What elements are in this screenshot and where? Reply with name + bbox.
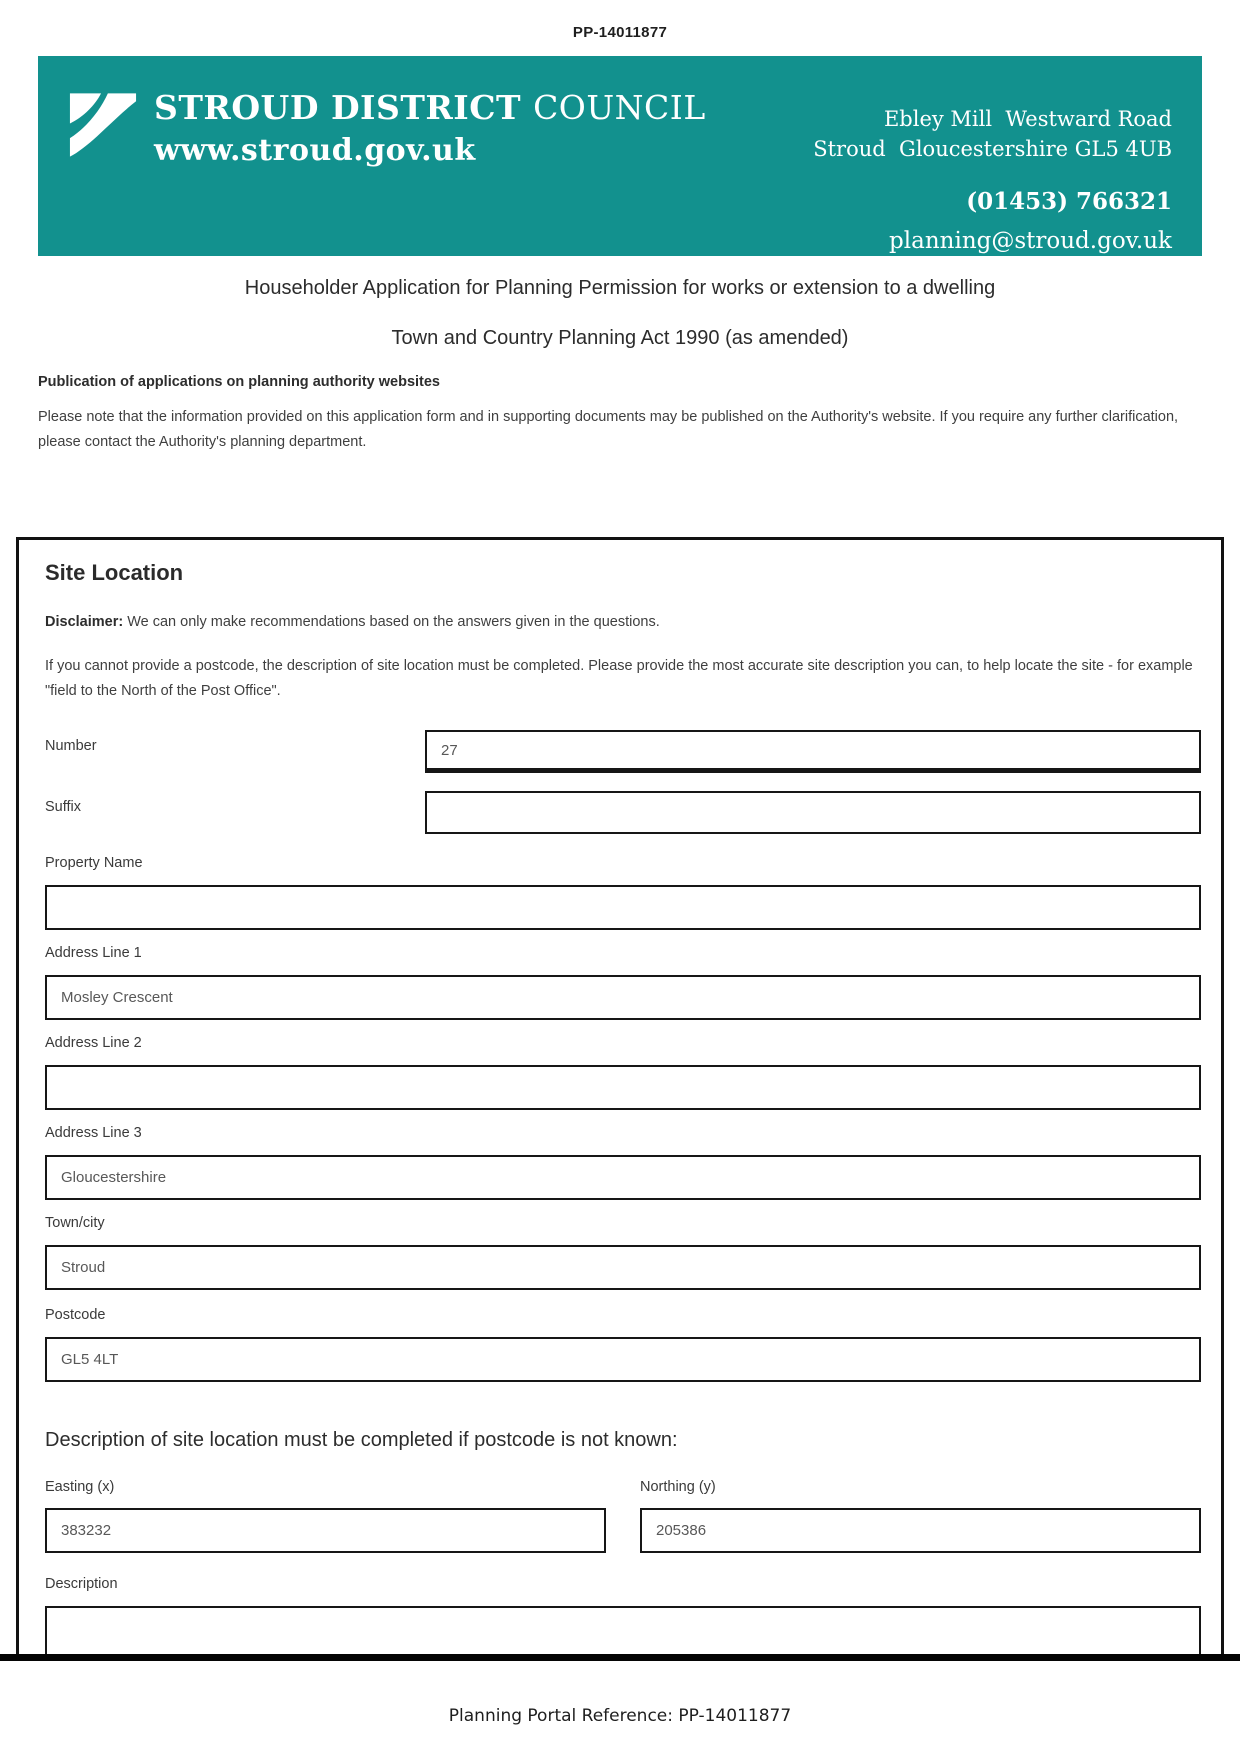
address-line-1: Ebley Mill Westward Road <box>883 107 1172 131</box>
postcode-field <box>45 1306 1201 1382</box>
number-row <box>45 730 1201 773</box>
postcode-input[interactable] <box>45 1337 1201 1382</box>
brand-name: STROUD DISTRICT COUNCIL <box>154 88 706 127</box>
publication-text: Please note that the information provided on this application form and in supporting documents may be published on the Authority's website. If you require any further clarification, please contact the Authority's planning department. <box>38 409 1179 450</box>
description-field <box>45 1575 1201 1654</box>
address-line-1-input[interactable] <box>45 975 1201 1020</box>
suffix-input[interactable] <box>425 791 1201 834</box>
northing-field <box>640 1478 1201 1553</box>
site-location-section <box>16 537 1224 1654</box>
portal-reference-top: PP-14011877 <box>572 24 668 41</box>
portal-reference-footer: Planning Portal Reference: PP-14011877 <box>448 1706 792 1726</box>
contact-block <box>813 90 1172 256</box>
address-line-3-label: Address Line 3 <box>45 1125 142 1141</box>
town-city-label: Town/city <box>45 1215 105 1231</box>
easting-field <box>45 1478 606 1553</box>
document-subtitle: Town and Country Planning Act 1990 (as amended) <box>391 327 849 349</box>
address-line-3-field <box>45 1124 1201 1200</box>
address-line-1-label: Address Line 1 <box>45 945 142 961</box>
town-city-input[interactable] <box>45 1245 1201 1290</box>
description-label: Description <box>45 1576 118 1592</box>
description-requirement-heading: Description of site location must be completed if postcode is not known: <box>45 1429 678 1451</box>
document-title: Householder Application for Planning Permission for works or extension to a dwelling <box>244 277 996 299</box>
site-location-heading: Site Location <box>45 560 184 585</box>
address-line-2: Stroud Gloucestershire GL5 4UB <box>813 137 1172 161</box>
brand-text <box>154 90 706 168</box>
northing-input[interactable] <box>640 1508 1201 1553</box>
email-address: planning@stroud.gov.uk <box>889 228 1172 254</box>
disclaimer-label: Disclaimer: <box>45 614 124 630</box>
property-name-field <box>45 854 1201 930</box>
description-textarea[interactable] <box>45 1606 1201 1654</box>
easting-label: Easting (x) <box>45 1479 115 1495</box>
suffix-row <box>45 791 1201 834</box>
phone-number: (01453) 766321 <box>966 188 1172 215</box>
property-name-label: Property Name <box>45 855 143 871</box>
number-input[interactable] <box>425 730 1201 773</box>
address-line-2-label: Address Line 2 <box>45 1035 142 1051</box>
brand-url: www.stroud.gov.uk <box>154 133 476 168</box>
suffix-label: Suffix <box>45 799 82 815</box>
stroud-logo-icon <box>68 92 138 159</box>
header-banner <box>38 56 1202 256</box>
address-line-3-input[interactable] <box>45 1155 1201 1200</box>
publication-heading: Publication of applications on planning authority websites <box>38 374 440 390</box>
town-city-field <box>45 1214 1201 1290</box>
postcode-info-text: If you cannot provide a postcode, the description of site location must be completed. Please provide the most accurate site description you can, to help locate the site - for example "field to the North of the Post Office". <box>45 658 1193 699</box>
address-line-2-input[interactable] <box>45 1065 1201 1110</box>
address-line-1-field <box>45 944 1201 1020</box>
page-break-divider <box>0 1654 1240 1661</box>
brand-block <box>68 90 706 256</box>
northing-label: Northing (y) <box>640 1479 716 1495</box>
easting-input[interactable] <box>45 1508 606 1553</box>
disclaimer-text: Disclaimer: We can only make recommendations based on the answers given in the questions. <box>45 614 660 630</box>
property-name-input[interactable] <box>45 885 1201 930</box>
coordinates-row <box>45 1478 1201 1553</box>
postcode-label: Postcode <box>45 1307 106 1323</box>
address-line-2-field <box>45 1034 1201 1110</box>
number-label: Number <box>45 738 97 754</box>
